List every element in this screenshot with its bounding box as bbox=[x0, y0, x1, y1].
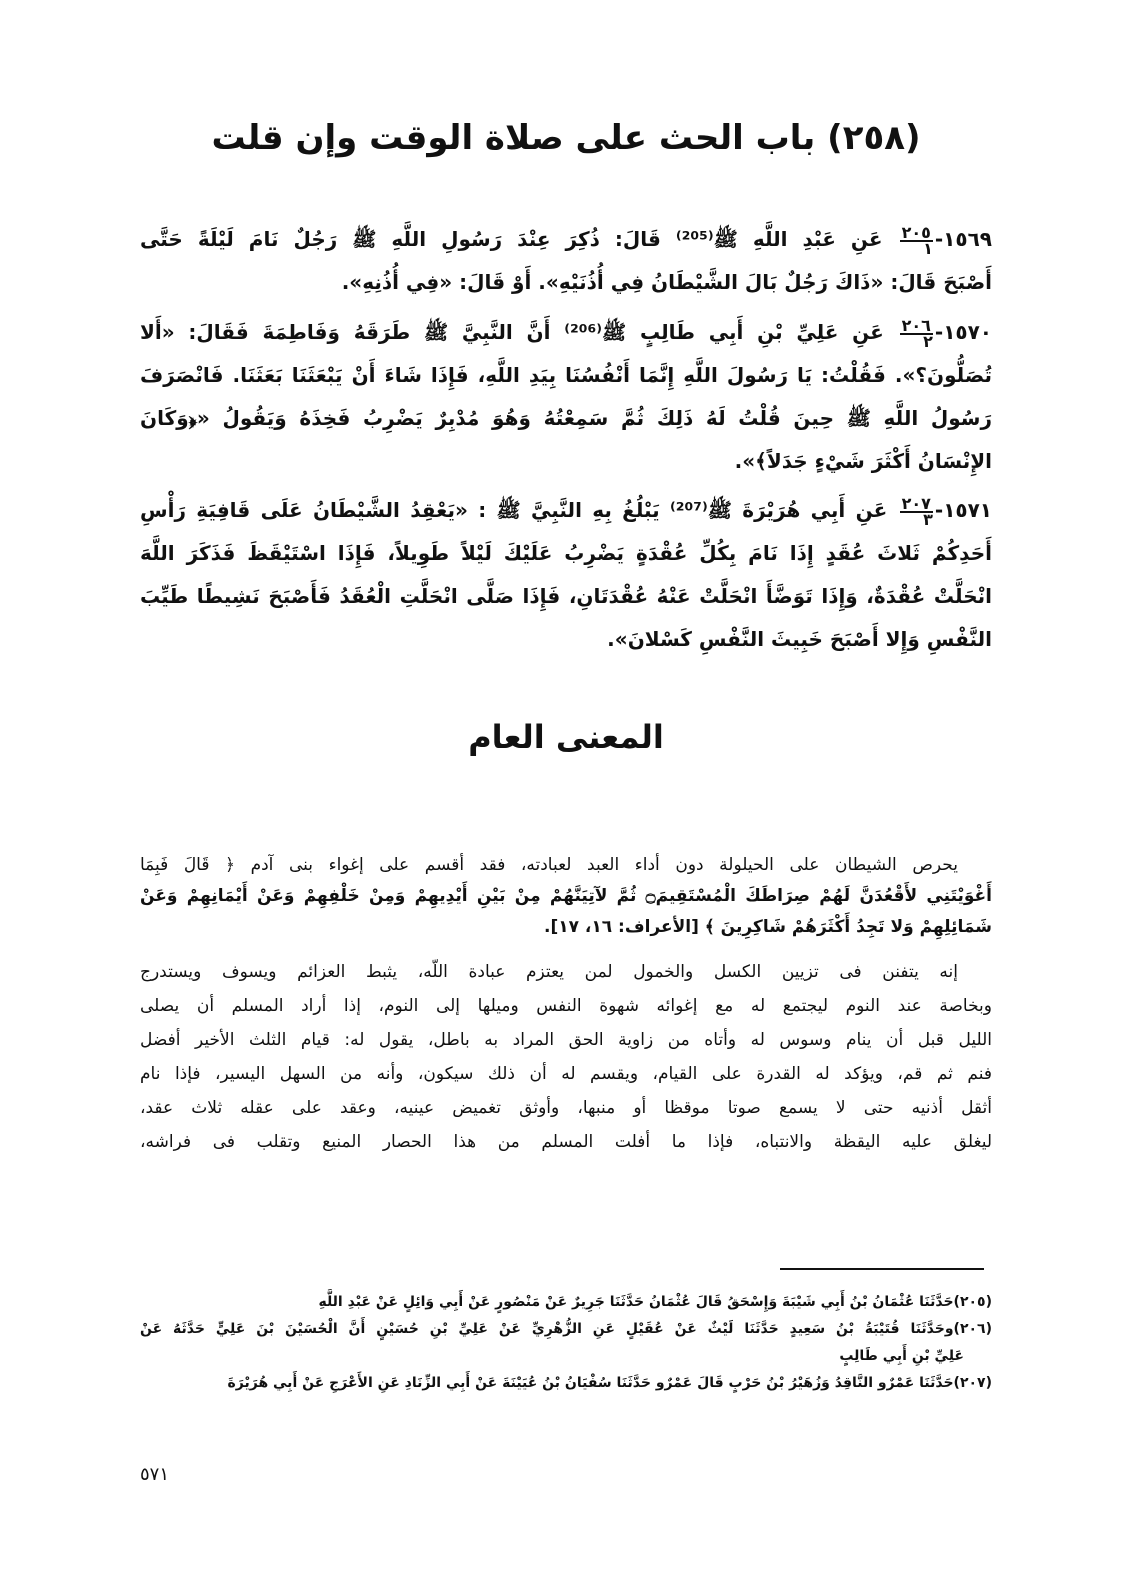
hadith-line: أَصْبَحَ قَالَ: «ذَاكَ رَجُلٌ بَالَ الشَّيْطَانُ فِي أُذُنَيْهِ». أَوْ قَالَ: «فِي أُذُنِهِ». bbox=[341, 270, 992, 294]
section-heading: المعنى العام bbox=[468, 718, 664, 756]
commentary-line: وبخاصة عند النوم ليجتمع له مع إغوائه شهوة النفس وميلها إلى النوم، إذا أراد المسلم أن يصلى bbox=[140, 996, 992, 1016]
footnote: (٢٠٧)حَدَّثَنَا عَمْرٌو النَّاقِدُ وَزُهَيْرُ بْنُ حَرْبٍ قَالَ عَمْرٌو حَدَّثَنَا سُفْيَانُ بْنُ عُيَيْنَةَ عَنْ أَبِي الزِّنَادِ عَنِ الأَعْرَجِ عَنْ أَبِي هُرَيْرَةَ bbox=[227, 1375, 992, 1391]
footnote-divider bbox=[780, 1268, 984, 1270]
page-number: ٥٧١ bbox=[140, 1464, 170, 1485]
commentary-line: أثقل أذنيه حتى لا يسمع صوتا موقظا أو منبها، وأوثق تغميض عينيه، وعقد على عقله ثلاث عقد، bbox=[140, 1098, 992, 1118]
hadith-line: النَّفْسِ وَإِلا أَصْبَحَ خَبِيثَ النَّفْسِ كَسْلانَ». bbox=[607, 627, 992, 651]
footnote-continuation: عَلِيِّ بْنِ أَبِي طَالِبٍ bbox=[839, 1348, 964, 1364]
commentary-line: الليل قبل أن ينام وسوس له وأتاه من زاوية الحق المراد به باطل، يقول له: قيام الثلث الأخير أفضل bbox=[140, 1030, 992, 1050]
hadith-line: تُصَلُّونَ؟». فَقُلْتُ: يَا رَسُولَ اللَّهِ إِنَّمَا أَنْفُسُنَا بِيَدِ اللَّهِ، فَإِذَا شَاءَ أَنْ يَبْعَثَنَا بَعَثَنَا. فَانْصَرَفَ bbox=[140, 363, 992, 387]
hadith-line: انْحَلَّتْ عُقْدَةٌ، وَإِذَا تَوَضَّأَ انْحَلَّتْ عَنْهُ عُقْدَتَانِ، فَإِذَا صَلَّى انْحَلَّتِ الْعُقَدُ فَأَصْبَحَ نَشِيطًا طَيِّبَ bbox=[140, 584, 992, 608]
commentary-line: شَمَائِلِهِمْ وَلا تَجِدُ أَكْثَرَهُمْ شَاكِرِينَ ﴾ [الأعراف: ١٦، ١٧]. bbox=[543, 917, 992, 937]
hadith-1571 bbox=[140, 489, 992, 661]
footnote: (٢٠٦)وحَدَّثَنَا قُتَيْبَةُ بْنُ سَعِيدٍ حَدَّثَنَا لَيْثٌ عَنْ عُقَيْلٍ عَنِ الزُّهْرِيِّ عَنْ عَلِيِّ بْنِ حُسَيْنٍ أَنَّ الْحُسَيْنَ بْنَ عَلِيٍّ حَدَّثَهُ عَنْ bbox=[140, 1321, 992, 1337]
commentary-line: يحرص الشيطان على الحيلولة دون أداء العبد لعبادته، فقد أقسم على إغواء بنى آدم ﴿ قَالَ فَبِمَا bbox=[140, 855, 958, 875]
commentary-line: إنه يتفنن فى تزيين الكسل والخمول لمن يعتزم عبادة اللّه، يثبط العزائم ويسوف ويستدرج bbox=[140, 962, 958, 982]
hadith-line: عَنِ عَلِيِّ بْنِ أَبِي طَالِبٍ ﷺ⁽²⁰⁶⁾ أَنَّ النَّبِيَّ ﷺ طَرَقَهُ وَفَاطِمَةَ فَقَالَ: «أَلا bbox=[140, 320, 884, 344]
hadith-1570 bbox=[140, 311, 992, 483]
commentary-line: أَغْوَيْتَنِي لأَقْعُدَنَّ لَهُمْ صِرَاطَكَ الْمُسْتَقِيمَ۝ ثُمَّ لآتِيَنَّهُمْ مِنْ بَيْنِ أَيْدِيهِمْ وَمِنْ خَلْفِهِمْ وَعَنْ أَيْمَانِهِمْ وَعَنْ bbox=[140, 886, 992, 906]
hadith-line: عَنِ عَبْدِ اللَّهِ ﷺ⁽²⁰⁵⁾ قَالَ: ذُكِرَ عِنْدَ رَسُولِ اللَّهِ ﷺ رَجُلٌ نَامَ لَيْلَةً حَتَّى bbox=[140, 227, 883, 251]
footnote: (٢٠٥)حَدَّثَنَا عُثْمَانُ بْنُ أَبِي شَيْبَةَ وَإِسْحَقُ قَالَ عُثْمَانُ حَدَّثَنَا جَرِيرٌ عَنْ مَنْصُورٍ عَنْ أَبِي وَائِلٍ عَنْ عَبْدِ اللَّهِ bbox=[318, 1294, 992, 1310]
hadith-fraction: $\frac{٢٠٧}{٣}$ bbox=[901, 493, 933, 529]
hadith-fraction: $\frac{٢٠٥}{١}$ bbox=[901, 222, 933, 258]
hadith-fraction: $\frac{٢٠٦}{٢}$ bbox=[901, 315, 933, 351]
hadith-line: أَحَدِكُمْ ثَلاثَ عُقَدٍ إِذَا نَامَ بِكُلِّ عُقْدَةٍ يَضْرِبُ عَلَيْكَ لَيْلاً طَوِيلاً، فَإِذَا اسْتَيْقَظَ فَذَكَرَ اللَّهَ bbox=[140, 541, 992, 565]
commentary-line: ليغلق عليه اليقظة والانتباه، فإذا ما أفلت المسلم من هذا الحصار المنيع وتقلب فى فراشه، bbox=[140, 1132, 992, 1152]
hadith-1569 bbox=[140, 218, 992, 304]
hadith-number: ١٥٦٩- bbox=[934, 227, 992, 251]
chapter-title: (٢٥٨) باب الحث على صلاة الوقت وإن قلت bbox=[211, 118, 921, 158]
hadith-number: ١٥٧٠- bbox=[934, 320, 992, 344]
commentary-paragraph bbox=[140, 850, 992, 943]
commentary-paragraph bbox=[140, 955, 992, 1159]
footnotes bbox=[140, 1289, 992, 1397]
hadith-number: ١٥٧١- bbox=[934, 498, 992, 522]
commentary-line: فنم ثم قم، ويؤكد له القدرة على القيام، ويقسم له أن ذلك سيكون، وأنه من السهل اليسير، فإذا نام bbox=[140, 1064, 992, 1084]
hadith-line: عَنِ أَبِي هُرَيْرَةَ ﷺ⁽²⁰⁷⁾ يَبْلُغُ بِهِ النَّبِيَّ ﷺ : «يَعْقِدُ الشَّيْطَانُ عَلَى قَافِيَةِ رَأْسِ bbox=[140, 498, 888, 522]
hadith-line: الإِنْسَانُ أَكْثَرَ شَيْءٍ جَدَلاً﴾». bbox=[734, 449, 992, 473]
hadith-line: رَسُولُ اللَّهِ ﷺ حِينَ قُلْتُ لَهُ ذَلِكَ ثُمَّ سَمِعْتُهُ وَهُوَ مُدْبِرٌ يَضْرِبُ فَخِذَهُ وَيَقُولُ «﴿وَكَانَ bbox=[140, 406, 992, 430]
